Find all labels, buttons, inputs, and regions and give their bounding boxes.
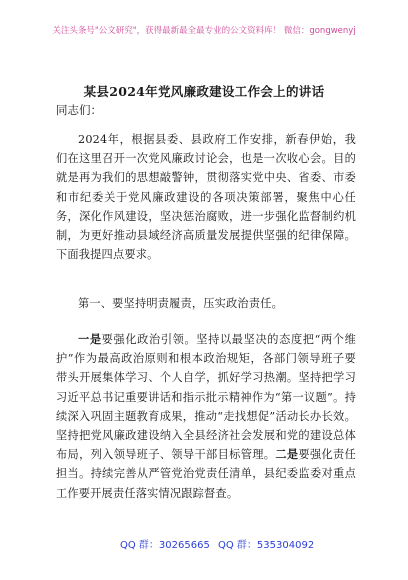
point-1-text: 要强化政治引领。坚持以最坚决的态度把“两个维护”作为最高政治原则和根本政治规矩，各部门领导班子要带头开展集体学习、个人自学，抓好学习热潮。坚持把学习习近平总书记重要讲话和指示批示精神作为“第一议题”。持续深入巩固主题教育成果，推动“走找想促”活动长办长效。坚持把党风廉政建设纳入全县经济社会发展和党的建设总体布局，列入领导班子、领导干部目标管理。	[56, 333, 357, 462]
salutation: 同志们：	[56, 103, 102, 117]
document-title: 某县2024年党风廉政建设工作会上的讲话	[83, 84, 325, 99]
paragraph-intro: 2024年，根据县委、县政府工作安排，新春伊始，我们在这里召开一次党风廉政讨论会，也是一次收心会。目的就是再为我们的思想敲警钟，贯彻落实党中央、省委、市委和市纪委关于党风廉政建设的各项决策部署，聚焦中心任务，深化作风建设，坚决惩治腐败，进一步强化监督制约机制，为更好推动县域经济高质量发展提供坚强的纪律保障。下面我提四点要求。	[56, 133, 356, 262]
point-2-lead: 二是	[275, 447, 299, 462]
qq-group-2: QQ 群：535304092	[218, 540, 315, 551]
point-2-text: 要强化责任担当。持续完善从严管党治党责任清单，县纪委监委对重点工作要开展责任落实情况跟踪督查。	[56, 448, 356, 500]
section-heading: 第一、要坚持明责履责，压实政治责任。	[78, 297, 283, 310]
point-1-lead: 一是	[78, 332, 102, 346]
points-paragraph	[56, 330, 356, 503]
header-banner: 关注头条号"公文研究"，获得最新最全最专业的公文资料库！ 微信：gongwenyj	[52, 26, 356, 36]
qq-group-1: QQ 群：30265665	[120, 540, 210, 551]
